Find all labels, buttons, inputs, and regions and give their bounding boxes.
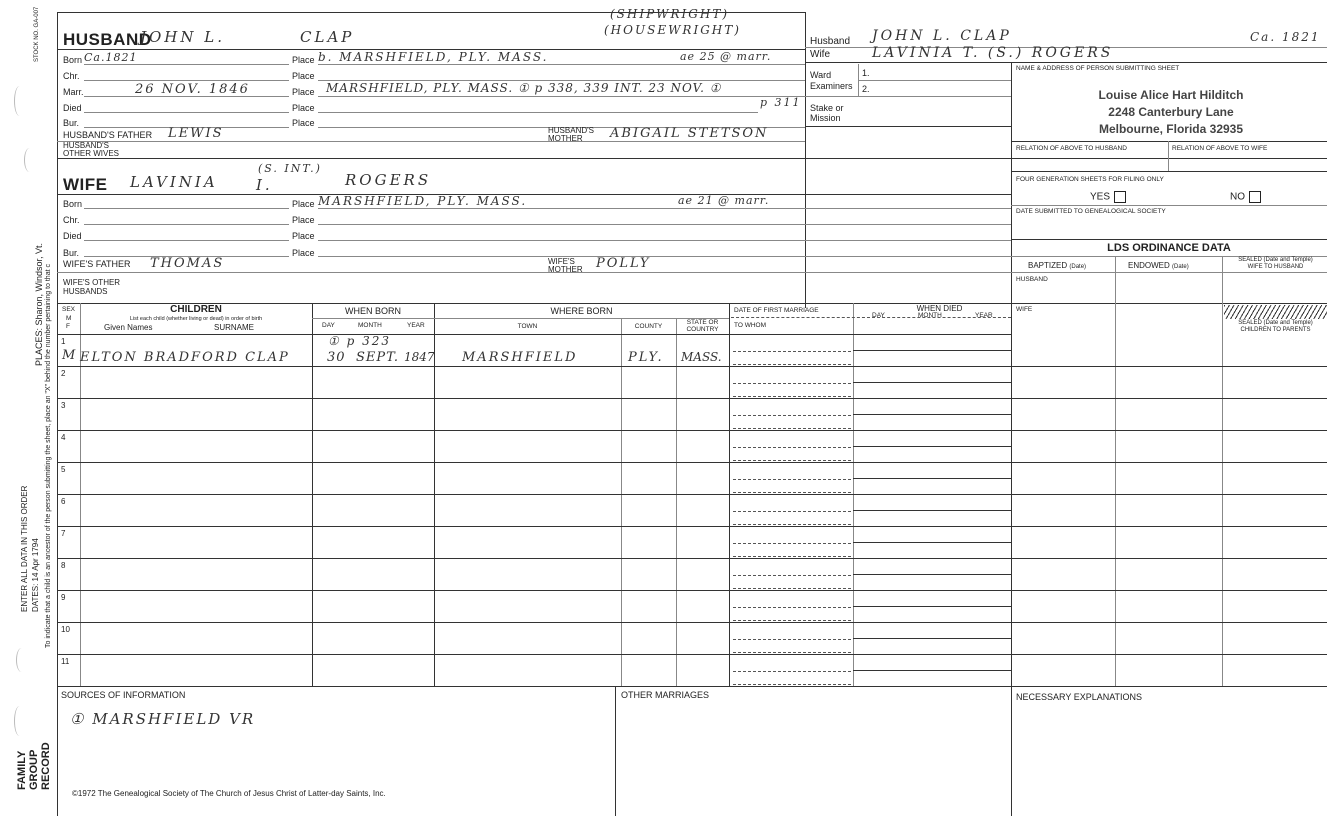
wife-other-husbands-label-2: HUSBANDS [63,287,108,296]
wife-born-label: Born [63,199,83,209]
punch-hole-mark [14,86,25,116]
child-number: 11 [61,657,70,666]
sex-f: F [66,323,70,330]
wife-mother: POLLY [596,256,651,271]
husband-chr-place-label: Place [292,71,315,81]
husband-heading: HUSBAND [63,30,152,49]
husband-marr-date: 26 NOV. 1846 [135,82,250,97]
right-section-border [1011,62,1012,816]
child-number: 8 [61,561,66,570]
dates-note: DATES: 14 Apr 1794 [31,538,40,612]
child-number: 4 [61,433,66,442]
child-born-day: 30 [327,350,346,365]
child-number: 3 [61,401,66,410]
child-number: 9 [61,593,66,602]
necessary-explanations-label: NECESSARY EXPLANATIONS [1016,692,1143,702]
mid-border [805,12,806,308]
child-born-year: 1847 [404,350,435,364]
husband-marr-place-label: Place [292,87,315,97]
child-number: 10 [61,625,70,634]
husband-father: LEWIS [168,126,224,141]
children-header: CHILDREN [170,304,222,315]
husband-occupation-1: (SHIPWRIGHT) [610,7,730,21]
wife-born-place: MARSHFIELD, PLY. MASS. [318,194,528,208]
copyright-notice: ©1972 The Genealogical Society of The Church of Jesus Christ of Latter-day Saints, Inc. [72,789,386,798]
wife-died-label: Died [63,231,82,241]
sealed-children-parents-header: SEALED (Date and Temple) CHILDREN TO PARENTS [1238,320,1313,333]
child-source-note: ① p 323 [328,334,391,348]
right-husband-label: Husband [810,36,851,47]
surname-header: SURNAME [214,323,255,332]
sources-label: SOURCES OF INFORMATION [61,690,186,700]
wife-initial-note: (S. INT.) [258,162,322,175]
right-wife-value: LAVINIA T. (S.) ROGERS [872,45,1114,61]
child-number: 2 [61,369,66,378]
died-day-header: DAY [872,312,885,319]
examiners-label: Examiners [810,81,853,91]
sex-m: M [66,315,72,322]
left-border [57,12,58,816]
right-wife-label: Wife [810,49,830,60]
endowed-header: ENDOWED (Date) [1128,261,1189,270]
examiner-1: 1. [862,68,870,78]
husband-died-place-label: Place [292,103,315,113]
husband-born-note: ae 25 @ marr. [680,50,772,63]
husband-marr-page: p 311 [760,96,802,109]
child-born-town: MARSHFIELD [462,350,578,365]
other-marriages-label: OTHER MARRIAGES [621,690,710,700]
wife-died-place-label: Place [292,231,315,241]
relation-wife-label: RELATION OF ABOVE TO WIFE [1172,145,1268,152]
died-year-header: YEAR [975,312,993,319]
four-generation-label: FOUR GENERATION SHEETS FOR FILING ONLY [1016,176,1164,183]
right-husband-date: Ca. 1821 [1250,30,1321,44]
wife-bur-place-label: Place [292,248,315,258]
wife-born-place-label: Place [292,199,315,209]
child-name: ELTON BRADFORD CLAP [80,350,290,365]
husband-bur-place-label: Place [292,118,315,128]
places-note: PLACES: Sharon, Windsor, Vt. [34,242,44,366]
wife-heading: WIFE [63,175,108,194]
husband-surname: CLAP [300,28,355,46]
baptized-header: BAPTIZED (Date) [1028,261,1087,270]
wife-other-husbands-label-1: WIFE'S OTHER [63,278,121,287]
no-option[interactable]: NO [1230,191,1261,203]
state-header: STATE OR COUNTRY [686,319,719,333]
stake-label-2: Mission [810,113,841,123]
submitter-street: 2248 Canterbury Lane [1108,105,1234,119]
husband-other-wives-label-2: OTHER WIVES [63,149,120,158]
child-number: 1 [61,337,66,346]
husband-other-wives-label-1: HUSBAND'S [63,141,109,150]
children-subheader: List each child (whether living or dead) in order of birth [129,316,263,322]
husband-mother-label-1: HUSBAND'S [548,126,594,135]
when-died-header: WHEN DIED [916,304,963,313]
wife-mother-label-1: WIFE'S [548,257,575,266]
husband-marr-place: MARSHFIELD, PLY. MASS. ① p 338, 339 INT. 23 NOV. ① [326,81,722,95]
lds-ordinance-title: LDS ORDINANCE DATA [1107,242,1231,254]
punch-hole-mark [14,706,25,736]
husband-born-place: b. MARSHFIELD, PLY. MASS. [318,50,549,64]
lds-husband-row-label: HUSBAND [1016,276,1048,283]
husband-born-label: Born [63,55,83,65]
to-whom-header: TO WHOM [734,322,767,329]
wife-born-note: ae 21 @ marr. [678,194,770,207]
sex-header: SEX [62,306,76,313]
husband-marr-label: Marr. [63,87,84,97]
first-marriage-header: DATE OF FIRST MARRIAGE [734,307,819,314]
child-born-month: SEPT. [356,350,400,365]
punch-hole-mark [16,648,27,672]
born-year-header: YEAR [407,322,425,329]
wife-mother-label-2: MOTHER [548,265,583,274]
stake-label-1: Stake or [810,103,844,113]
husband-born-place-label: Place [292,55,315,65]
county-header: COUNTY [634,323,663,330]
town-header: TOWN [517,323,538,330]
husband-occupation-2: (HOUSEWRIGHT) [604,23,741,37]
wife-chr-label: Chr. [63,215,80,225]
date-submitted-label: DATE SUBMITTED TO GENEALOGICAL SOCIETY [1016,208,1166,215]
husband-mother: ABIGAIL STETSON [610,126,769,141]
relation-husband-label: RELATION OF ABOVE TO HUSBAND [1016,145,1127,152]
child-number: 6 [61,497,66,506]
given-names-header: Given Names [104,323,153,332]
when-born-header: WHEN BORN [345,306,401,316]
submitter-city: Melbourne, Florida 32935 [1098,122,1244,136]
husband-father-label: HUSBAND'S FATHER [63,130,153,140]
sealed-wife-husband-header: SEALED (Date and Temple) WIFE TO HUSBAND [1238,257,1313,270]
wife-chr-place-label: Place [292,215,315,225]
husband-given: JOHN L. [140,28,226,46]
died-month-header: MONTH [918,312,942,319]
husband-chr-label: Chr. [63,71,80,81]
submitter-label: NAME & ADDRESS OF PERSON SUBMITTING SHEET [1016,65,1180,72]
wife-given: LAVINIA [130,173,218,191]
wife-father-label: WIFE'S FATHER [63,259,131,269]
child-number: 5 [61,465,66,474]
punch-hole-mark [24,148,35,172]
yes-option[interactable]: YES [1090,191,1126,203]
sources-value: ① MARSHFIELD VR [70,710,256,728]
right-husband-value: JOHN L. CLAP [872,28,1012,44]
child-born-county: PLY. [628,350,664,365]
enter-order-note: ENTER ALL DATA IN THIS ORDER [20,485,29,612]
born-month-header: MONTH [358,322,382,329]
husband-mother-label-2: MOTHER [548,134,583,143]
husband-born-date: Ca.1821 [84,51,138,64]
ancestor-instruction: To indicate that a child is an ancestor of the person submitting the sheet, place an "X" behind the number pertaining to that c [45,264,52,648]
submitter-name: Louise Alice Hart Hilditch [1098,88,1244,102]
yes-checkbox[interactable] [1114,191,1126,203]
wife-father: THOMAS [150,256,225,271]
wife-surname: ROGERS [345,171,432,189]
lds-wife-row-label: WIFE [1016,306,1033,313]
child-born-state: MASS. [681,350,722,364]
child-number: 7 [61,529,66,538]
wife-bur-label: Bur. [63,248,80,258]
family-group-record-title: FAMILY GROUP RECORD [16,742,52,790]
wife-initial: I. [256,176,273,194]
ward-label: Ward [810,70,832,80]
stock-number: STOCK NO. GA-007 [34,6,40,62]
examiner-2: 2. [862,84,870,94]
sealed-hatched-area [1224,305,1327,319]
no-checkbox[interactable] [1249,191,1261,203]
husband-bur-label: Bur. [63,118,80,128]
husband-died-label: Died [63,103,82,113]
born-day-header: DAY [322,322,335,329]
where-born-header: WHERE BORN [550,306,613,316]
child-sex: M [62,348,78,363]
